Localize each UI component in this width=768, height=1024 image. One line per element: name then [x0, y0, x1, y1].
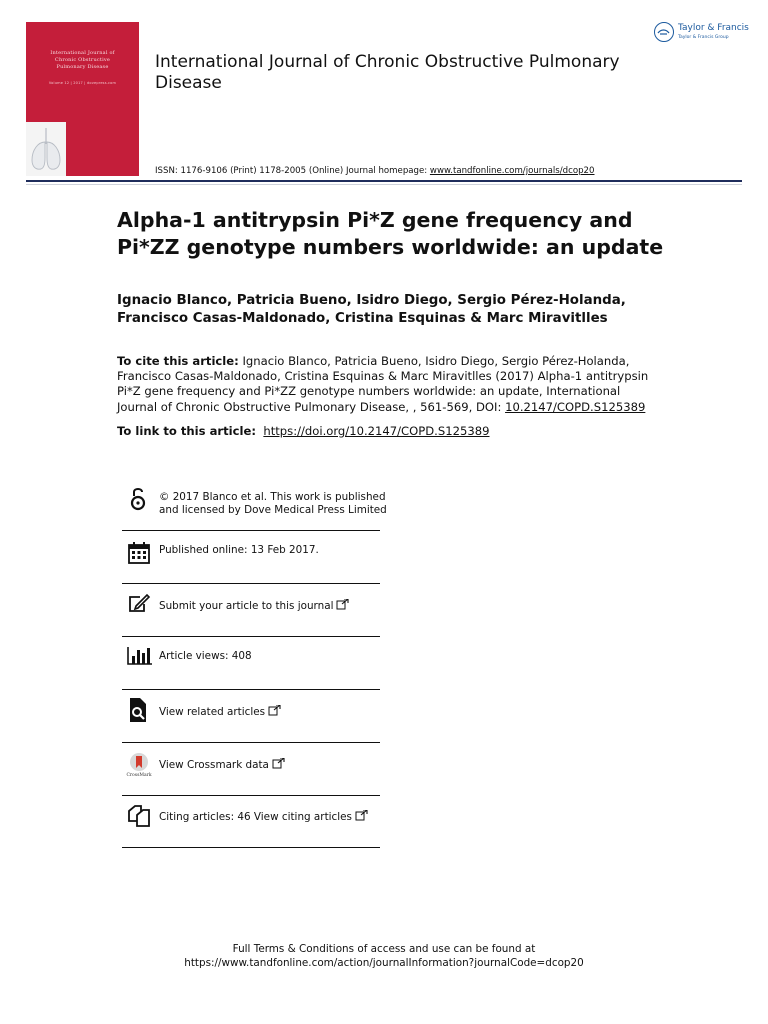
taylor-francis-logo[interactable]	[654, 20, 749, 46]
submit-article-link[interactable]	[122, 584, 380, 637]
header-divider-thin	[26, 184, 742, 185]
article-link-label: To link to this article:	[117, 424, 256, 438]
article-link-block	[117, 424, 657, 439]
citing-articles-text: Citing articles: 46 View citing articles	[159, 810, 368, 824]
journal-title: International Journal of Chronic Obstructive Pulmonary Disease	[155, 52, 620, 93]
issn-line	[155, 166, 594, 176]
cover-title: International Journal of Chronic Obstructive Pulmonary Disease	[50, 50, 115, 70]
footer	[0, 942, 768, 970]
publisher-name: Taylor & Francis	[678, 23, 749, 33]
citing-articles-link[interactable]	[122, 796, 380, 848]
footer-terms-url[interactable]: https://www.tandfonline.com/action/journalInformation?journalCode=dcop20	[184, 957, 584, 969]
article-doi-url-link[interactable]: https://doi.org/10.2147/COPD.S125389	[263, 424, 490, 438]
citation-text: Ignacio Blanco, Patricia Bueno, Isidro Diego, Sergio Pérez-Holanda, Francisco Casas-Maldonado, Cristina Esquinas & Marc Miravitlles (2017) Alpha-1 antitrypsin Pi*Z gene frequency and Pi*ZZ genotype numbers worldwide: an update, International Journal of Chronic Obstructive Pulmonary Disease, , 561-569, DOI:	[117, 354, 649, 414]
crossmark-icon	[126, 751, 152, 777]
submit-article-text: Submit your article to this journal	[159, 599, 349, 613]
cover-lungs-illustration	[26, 122, 66, 176]
crossmark-text: View Crossmark data	[159, 758, 285, 772]
external-link-icon	[336, 599, 349, 610]
journal-cover-image	[26, 22, 139, 176]
citing-articles-icon	[126, 803, 152, 829]
related-articles-link[interactable]	[122, 690, 380, 743]
crossmark-badge-text: CrossMark	[126, 773, 152, 778]
published-date-text: Published online: 13 Feb 2017.	[159, 544, 319, 556]
article-views-text: Article views: 408	[159, 650, 252, 662]
footer-terms-text: Full Terms & Conditions of access and use can be found at	[232, 943, 536, 955]
external-link-icon	[272, 758, 285, 769]
license-row	[122, 478, 387, 531]
crossmark-link[interactable]	[122, 743, 380, 796]
edit-icon	[126, 591, 152, 617]
article-title: Alpha-1 antitrypsin Pi*Z gene frequency and Pi*ZZ genotype numbers worldwide: an update	[117, 208, 664, 259]
issn-text: ISSN: 1176-9106 (Print) 1178-2005 (Online) Journal homepage:	[155, 166, 430, 176]
open-access-icon	[126, 486, 152, 512]
publisher-group: Taylor & Francis Group	[678, 35, 729, 40]
article-authors: Ignacio Blanco, Patricia Bueno, Isidro Diego, Sergio Pérez-Holanda, Francisco Casas-Maldonado, Cristina Esquinas & Marc Miravitlles	[117, 293, 626, 326]
article-views-row	[122, 637, 380, 690]
header-divider	[26, 180, 742, 182]
calendar-icon	[126, 540, 152, 566]
license-text: © 2017 Blanco et al. This work is published and licensed by Dove Medical Press Limited	[159, 491, 387, 516]
published-row	[122, 531, 380, 584]
document-search-icon	[126, 697, 152, 723]
bar-chart-icon	[126, 644, 152, 670]
external-link-icon	[268, 705, 281, 716]
taylor-francis-emblem-icon	[654, 22, 674, 42]
external-link-icon	[355, 810, 368, 821]
citation-doi-link[interactable]: 10.2147/COPD.S125389	[505, 399, 646, 414]
cover-volume: Volume 12 | 2017 | dovepress.com	[48, 81, 117, 85]
journal-homepage-link[interactable]: www.tandfonline.com/journals/dcop20	[429, 166, 595, 176]
citation-label: To cite this article:	[117, 354, 239, 368]
related-articles-text: View related articles	[159, 705, 281, 719]
citation-block	[117, 354, 657, 415]
